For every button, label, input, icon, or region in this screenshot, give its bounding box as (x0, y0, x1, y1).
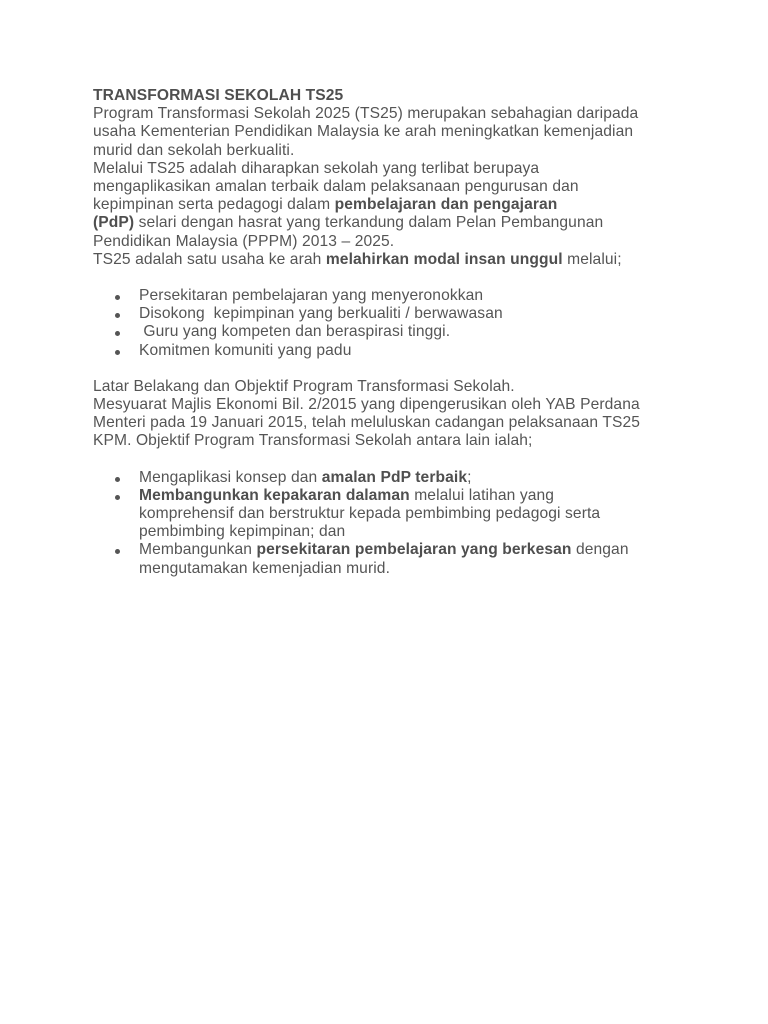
list-item: Komitmen komuniti yang padu (93, 342, 693, 360)
intro-line-8: Pendidikan Malaysia (PPPM) 2013 – 2025. (93, 232, 395, 250)
intro-bold-modal-insan: melahirkan modal insan unggul (325, 250, 563, 268)
spacer (93, 269, 693, 287)
intro-line-2: usaha Kementerian Pendidikan Malaysia ke arah meningkatkan kemenjadian (93, 123, 634, 141)
intro-line-9 (93, 251, 693, 269)
intro-bold-pdp-phrase: pembelajaran dan pengajaran (334, 196, 558, 214)
background-line-1: Latar Belakang dan Objektif Program Transformasi Sekolah. (93, 377, 515, 395)
list-item: Mengaplikasi konsep dan amalan PdP terbaik; (93, 469, 693, 487)
intro-line-1: Program Transformasi Sekolah 2025 (TS25) merupakan sebahagian daripada (93, 105, 639, 123)
intro-line-6 (93, 196, 693, 214)
intro-line-7-text: selari dengan hasrat yang terkandung dalam Pelan Pembangunan (134, 214, 604, 232)
list-item: Persekitaran pembelajaran yang menyeronokkan (93, 287, 693, 305)
intro-line-9-text: TS25 adalah satu usaha ke arah (93, 250, 326, 268)
intro-line-3: murid dan sekolah berkualiti. (93, 141, 295, 159)
intro-line-4: Melalui TS25 adalah diharapkan sekolah yang terlibat berupaya (93, 159, 540, 177)
objective-bold-1: amalan PdP terbaik (321, 468, 468, 486)
list-item: Disokong kepimpinan yang berkualiti / berwawasan (93, 305, 693, 323)
spacer (93, 451, 693, 469)
objective-bold-3: persekitaran pembelajaran yang berkesan (256, 541, 572, 559)
list-ts25-aspects (93, 287, 693, 360)
bullet-icon (115, 495, 120, 500)
bullet-icon (115, 350, 120, 355)
intro-line-6-text: kepimpinan serta pedagogi dalam (93, 196, 335, 214)
spacer (93, 360, 693, 378)
background-line-4: KPM. Objektif Program Transformasi Sekolah antara lain ialah; (93, 432, 533, 450)
background-line-3: Menteri pada 19 Januari 2015, telah meluluskan cadangan pelaksanaan TS25 (93, 414, 641, 432)
document-body (93, 87, 693, 578)
bullet-icon (115, 295, 120, 300)
intro-line-5: mengaplikasikan amalan terbaik dalam pelaksanaan pengurusan dan (93, 178, 579, 196)
bullet-icon (115, 331, 120, 336)
objective-bold-2: Membangunkan kepakaran dalaman (139, 486, 410, 504)
bullet-icon (115, 313, 120, 318)
intro-line-7 (93, 214, 693, 232)
intro-bold-pdp-abbr: (PdP) (93, 214, 135, 232)
bullet-icon (115, 549, 120, 554)
background-line-2: Mesyuarat Majlis Ekonomi Bil. 2/2015 yang dipengerusikan oleh YAB Perdana (93, 396, 640, 414)
intro-line-9-end: melalui; (562, 250, 622, 268)
list-item: Membangunkan kepakaran dalaman melalui latihan yang komprehensif dan berstruktur kepada pembimbing pedagogi serta pembimbing kepimpinan; dan (93, 487, 693, 542)
list-item: Guru yang kompeten dan beraspirasi tinggi. (93, 323, 693, 341)
list-item: Membangunkan persekitaran pembelajaran yang berkesan dengan mengutamakan kemenjadian murid. (93, 541, 693, 577)
list-objectives (93, 469, 693, 578)
document-title: TRANSFORMASI SEKOLAH TS25 (93, 87, 344, 104)
bullet-icon (115, 477, 120, 482)
